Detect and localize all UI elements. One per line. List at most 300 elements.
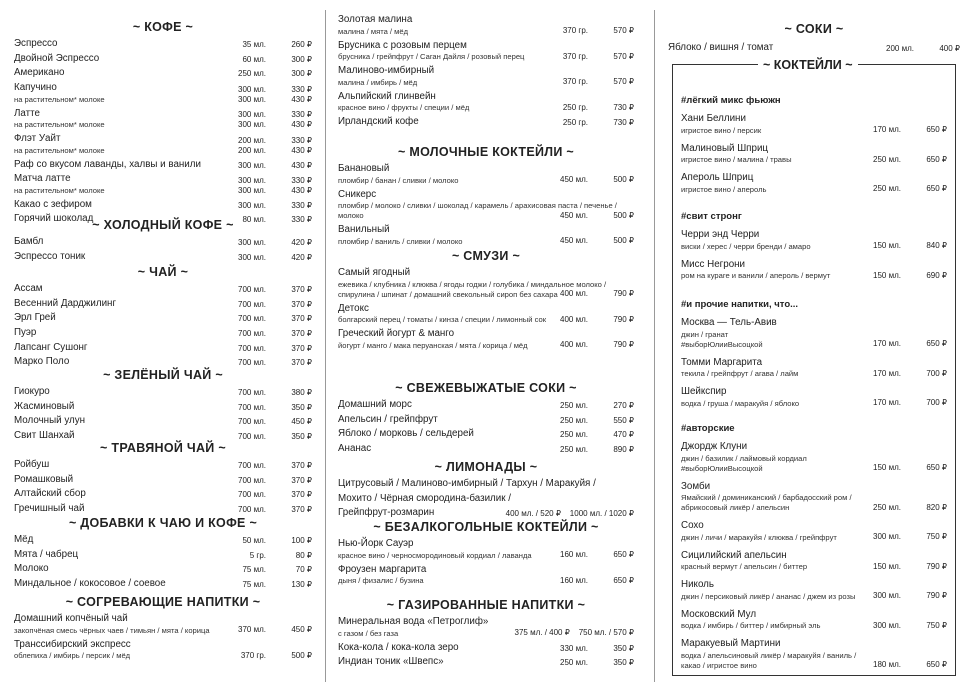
item-name: Флэт Уайт: [14, 133, 61, 145]
item-volume: 150 мл.: [873, 270, 901, 280]
item-price: 570 ₽: [613, 51, 634, 61]
menu-item: [14, 578, 312, 591]
menu-section: [14, 20, 312, 228]
menu-item: [338, 616, 634, 639]
item-description: ежевика / клубника / клюква / ягоды годжи / голубика / миндальное молоко / спирулина / шпинат / домашний свекольный сироп без сахара: [338, 279, 607, 299]
item-description: облепиха / имбирь / персик / мёд: [14, 651, 131, 660]
item-description: водка / апельсиновый ликёр / маракуйя / ваниль / какао / игристое вино: [681, 650, 857, 670]
item-name: Ройбуш: [14, 459, 50, 470]
item-name: Греческий йогурт & манго: [338, 328, 455, 339]
item-price: 330 ₽: [291, 200, 312, 210]
item-volume: 80 мл.: [242, 215, 266, 225]
item-volume: 450 мл.: [560, 175, 588, 184]
item-name: Эрл Грей: [14, 312, 56, 324]
item-name: Эспрессо тоник: [14, 250, 86, 262]
item-description: малина / имбирь / мёд: [338, 77, 418, 87]
section-title: ~ ЗЕЛЁНЫЙ ЧАЙ ~: [103, 368, 223, 382]
section-title: ~ СМУЗИ ~: [451, 249, 521, 263]
item-volume: 700 мл.: [238, 388, 266, 397]
menu-section: [338, 520, 634, 589]
menu-item: [14, 386, 312, 399]
cocktails-box: [672, 64, 956, 676]
item-volume: 330 мл.: [560, 643, 588, 653]
item-price: 500 ₽: [613, 236, 634, 245]
menu-item: [681, 638, 947, 671]
item-description: джин / гранат #выборЮлииВысоцкой: [681, 329, 763, 349]
item-name: Апельсин / грейпфрут: [338, 413, 438, 425]
item-price: 650 ₽: [926, 154, 947, 164]
item-description: джин / личи / маракуйя / клюква / грейпфрут: [681, 532, 837, 542]
item-description: джин / персиковый ликёр / ананас / джем из розы: [681, 591, 856, 601]
item-description: брусника / грейпфрут / Саган Дайля / розовый перец: [338, 52, 525, 61]
menu-item: [338, 656, 634, 669]
item-volume: 50 мл.: [242, 536, 266, 545]
item-volume: 700 мл.: [238, 417, 266, 427]
menu-section: [338, 249, 634, 354]
menu-item: [338, 224, 634, 247]
item-price: 650 ₽: [926, 660, 947, 669]
item-volume: 150 мл.: [873, 561, 901, 571]
item-name: Ромашковый: [14, 473, 74, 485]
menu-item: [14, 199, 312, 212]
item-description: на растительном* молоке: [14, 185, 105, 195]
item-volume: 450 мл.: [560, 210, 588, 220]
menu-item: [338, 303, 634, 326]
section-title: ~ ЧАЙ ~: [137, 265, 189, 279]
item-price: 790 ₽: [926, 561, 947, 571]
item-price: 100 ₽: [291, 536, 312, 545]
menu-item: [14, 298, 312, 311]
menu-item: [681, 229, 947, 252]
item-name: Яблоко / вишня / томат: [668, 42, 774, 53]
item-price: 790 ₽: [613, 314, 634, 324]
item-name: Банановый: [338, 163, 390, 174]
menu-item: [14, 38, 312, 51]
menu-item: [14, 108, 312, 131]
item-volume: 250 мл.: [873, 502, 901, 512]
section-title: ~ МОЛОЧНЫЕ КОКТЕЙЛИ ~: [397, 145, 575, 159]
menu-section: [14, 516, 312, 593]
menu-item: [14, 459, 312, 472]
menu-item: [14, 173, 312, 196]
menu-item: [338, 91, 634, 114]
item-price: 700 ₽: [926, 398, 947, 407]
item-description: пломбир / ваниль / сливки / молоко: [338, 236, 463, 246]
item-description: виски / херес / черри бренди / амаро: [681, 241, 811, 251]
item-name: Молочный улун: [14, 415, 86, 427]
item-volume: 170 мл.: [873, 125, 901, 134]
menu-item: [14, 53, 312, 66]
item-name: Черри энд Черри: [681, 229, 760, 240]
menu-item: [338, 267, 634, 300]
section-title: ~ ТРАВЯНОЙ ЧАЙ ~: [100, 441, 226, 455]
item-volume: 700 мл.: [238, 402, 266, 412]
item-description: с газом / без газа: [338, 628, 399, 638]
item-volume: 300 мл.: [238, 160, 266, 170]
item-name: Цитрусовый / Малиново-имбирный / Тархун / Маракуйя /: [338, 478, 596, 489]
item-name: Американо: [14, 67, 65, 79]
item-price-variants: 375 мл. / 400 ₽ 750 мл. / 570 ₽: [514, 628, 634, 637]
item-volume: 250 мл.: [873, 154, 901, 164]
item-volume: 300 мл. 300 мл.: [238, 84, 266, 104]
item-description: болгарский перец / томаты / кинза / специи / лимонный сок: [338, 315, 547, 324]
menu-section: [14, 218, 312, 265]
menu-section: [338, 381, 634, 458]
item-name: Ирландский кофе: [338, 116, 419, 127]
menu-item: [681, 317, 947, 350]
menu-item: [681, 609, 947, 632]
group-title: #и прочие напитки, что...: [681, 299, 799, 310]
item-price: 820 ₽: [926, 502, 947, 512]
menu-item: [338, 189, 634, 222]
item-price: 300 ₽: [291, 54, 312, 64]
item-volume: 700 мл.: [238, 329, 266, 339]
item-price: 370 ₽: [291, 475, 312, 485]
item-name: Миндальное / кокосовое / соевое: [14, 578, 166, 590]
item-volume: 700 мл.: [238, 343, 266, 353]
column-divider-left: [325, 10, 326, 682]
item-volume: 300 мл.: [238, 238, 266, 247]
item-volume: 370 гр.: [562, 26, 588, 35]
item-name: Мёд: [14, 534, 34, 545]
item-price: 730 ₽: [613, 118, 634, 127]
item-name: Домашний копчёный чай: [14, 613, 128, 624]
item-name: Нью-Йорк Сауэр: [338, 538, 414, 549]
item-price: 790 ₽: [613, 289, 634, 298]
juices-section: [668, 22, 960, 55]
item-volume: 75 мл.: [242, 580, 266, 590]
menu-item: [338, 428, 634, 441]
item-price: 500 ₽: [291, 650, 312, 660]
menu-item: [668, 42, 960, 55]
item-description: красное вино / черносмородиновый кордиал / лаванда: [338, 550, 532, 560]
item-price: 130 ₽: [291, 580, 312, 590]
item-price: 330 ₽ 430 ₽: [291, 84, 312, 104]
item-description: на растительном* молоке: [14, 94, 105, 104]
menu-item: [14, 563, 312, 576]
item-volume: 700 мл.: [238, 285, 266, 294]
item-description: красное вино / фрукты / специи / мёд: [338, 103, 470, 112]
item-name: Мохито / Чёрная смородина-базилик /: [338, 492, 511, 504]
item-price: 350 ₽: [613, 643, 634, 653]
item-volume: 400 мл.: [560, 289, 588, 298]
group-title: #авторские: [681, 423, 735, 434]
item-volume: 450 мл.: [560, 236, 588, 245]
menu-item: [14, 549, 312, 562]
menu-item: [338, 116, 634, 129]
item-name: Альпийский глинвейн: [338, 90, 436, 102]
item-price: 330 ₽ 430 ₽: [291, 135, 312, 155]
item-name: Гиокуро: [14, 386, 50, 397]
group-title: #лёгкий микс фьюжн: [681, 95, 781, 106]
item-volume: 250 мл.: [560, 658, 588, 668]
item-name: Ванильный: [338, 224, 390, 235]
item-price-variants: 400 мл. / 520 ₽ 1000 мл. / 1020 ₽: [505, 509, 634, 519]
item-name: Золотая малина: [338, 14, 413, 25]
item-name: Сникерс: [338, 188, 377, 200]
item-price: 370 ₽: [291, 461, 312, 470]
item-volume: 250 мл.: [560, 401, 588, 410]
item-name: Мята / чабрец: [14, 548, 79, 560]
item-volume: 700 мл.: [238, 432, 266, 442]
item-volume: 250 мл.: [560, 430, 588, 440]
menu-item: [14, 159, 312, 172]
item-volume: 370 мл.: [238, 625, 266, 634]
item-volume: 300 мл. 300 мл.: [238, 110, 266, 130]
menu-item: [338, 399, 634, 412]
item-price: 400 ₽: [939, 44, 960, 53]
item-price: 650 ₽: [613, 550, 634, 559]
item-name: Сохо: [681, 520, 704, 531]
menu-item: [338, 507, 634, 520]
item-volume: 160 мл.: [560, 575, 588, 585]
item-volume: 370 гр.: [240, 650, 266, 660]
menu-item: [338, 163, 634, 186]
item-volume: 300 мл.: [873, 591, 901, 600]
menu-section: [14, 595, 312, 664]
section-title: ~ ГАЗИРОВАННЫЕ НАПИТКИ ~: [386, 598, 586, 612]
menu-item: [338, 538, 634, 561]
item-name: Яблоко / морковь / сельдерей: [338, 428, 474, 440]
item-volume: 300 мл.: [873, 620, 901, 630]
item-price: 430 ₽: [291, 160, 312, 170]
item-name: Малиновый Шприц: [681, 142, 769, 154]
item-name: Домашний морс: [338, 399, 412, 410]
menu-section: [338, 598, 634, 671]
item-name: Индиан тоник «Швепс»: [338, 656, 444, 668]
item-volume: 700 мл.: [238, 314, 266, 324]
cocktail-group: [681, 299, 947, 416]
item-name: Шейкспир: [681, 386, 727, 397]
item-volume: 170 мл.: [873, 398, 901, 407]
menu-item: [681, 386, 947, 409]
menu-item: [14, 503, 312, 516]
item-price: 380 ₽: [291, 388, 312, 397]
item-name: Горячий шоколад: [14, 213, 94, 225]
menu-item: [14, 639, 312, 662]
item-volume: 200 мл.: [886, 44, 914, 53]
item-volume: 60 мл.: [242, 54, 266, 64]
section-title: ~ СОКИ ~: [784, 22, 844, 36]
menu-item: [14, 401, 312, 414]
menu-item: [681, 481, 947, 514]
item-price: 370 ₽: [291, 343, 312, 353]
item-name: Гречишный чай: [14, 503, 85, 515]
item-name: Пуэр: [14, 327, 37, 339]
item-name: Москва — Тель-Авив: [681, 317, 777, 328]
item-name: Апероль Шприц: [681, 172, 754, 183]
menu-item: [14, 474, 312, 487]
item-price: 70 ₽: [295, 565, 312, 575]
item-price: 750 ₽: [926, 532, 947, 541]
item-name: Зомби: [681, 480, 711, 492]
item-volume: 300 мл. 300 мл.: [238, 176, 266, 195]
item-price: 270 ₽: [613, 401, 634, 410]
item-name: Свит Шанхай: [14, 430, 75, 442]
item-price: 370 ₽: [291, 314, 312, 324]
menu-item: [338, 65, 634, 88]
item-price: 350 ₽: [613, 658, 634, 668]
item-price: 450 ₽: [291, 417, 312, 427]
item-price: 890 ₽: [613, 445, 634, 455]
menu-item: [338, 443, 634, 456]
item-price: 370 ₽: [291, 358, 312, 368]
section-title: ~ СВЕЖЕВЫЖАТЫЕ СОКИ ~: [395, 381, 577, 395]
menu-item: [338, 328, 634, 351]
menu-item: [681, 357, 947, 380]
item-name: Латте: [14, 107, 40, 119]
item-price: 470 ₽: [613, 430, 634, 440]
item-description: ром на кураге и ванили / апероль / вермут: [681, 271, 831, 280]
section-title: ~ СОГРЕВАЮЩИЕ НАПИТКИ ~: [65, 595, 261, 609]
item-price: 650 ₽: [926, 463, 947, 472]
item-price: 300 ₽: [291, 69, 312, 79]
item-name: Бамбл: [14, 236, 44, 247]
item-volume: 250 гр.: [562, 102, 588, 112]
item-name: Ананас: [338, 443, 372, 455]
menu-item: [14, 283, 312, 296]
item-name: Маракуевый Мартини: [681, 638, 781, 649]
item-volume: 180 мл.: [873, 660, 901, 669]
item-description: водка / имбирь / биттер / имбирный эль: [681, 621, 821, 630]
menu-item: [14, 251, 312, 264]
item-price: 730 ₽: [613, 102, 634, 112]
item-volume: 400 мл.: [560, 340, 588, 349]
column-divider-right: [654, 10, 655, 682]
menu-item: [338, 14, 634, 37]
menu-item: [681, 550, 947, 573]
item-volume: 700 мл.: [238, 358, 266, 368]
item-description: текила / грейпфрут / агава / лайм: [681, 369, 799, 378]
item-description: дыня / физалис / бузина: [338, 576, 424, 585]
menu-item: [14, 82, 312, 105]
item-price: 650 ₽: [926, 125, 947, 134]
item-volume: 400 мл.: [560, 314, 588, 324]
cocktail-group: [681, 211, 947, 288]
menu-item: [338, 40, 634, 63]
menu-item: [681, 520, 947, 543]
item-price: 790 ₽: [613, 340, 634, 349]
item-price: 80 ₽: [295, 550, 312, 560]
item-volume: 35 мл.: [242, 40, 266, 49]
item-volume: 700 мл.: [238, 299, 266, 309]
item-description: игристое вино / малина / травы: [681, 155, 792, 164]
item-name: Хани Беллини: [681, 113, 746, 124]
menu-section: [338, 14, 634, 131]
item-name: Раф со вкусом лаванды, халвы и ванили: [14, 158, 201, 170]
menu-item: [14, 236, 312, 249]
item-name: Минеральная вода «Петроглиф»: [338, 616, 489, 627]
item-description: на растительном* молоке: [14, 145, 105, 155]
item-name: Жасминовый: [14, 400, 75, 412]
item-description: малина / мята / мёд: [338, 26, 409, 36]
item-volume: 150 мл.: [873, 463, 901, 472]
item-price: 420 ₽: [291, 252, 312, 262]
item-price: 370 ₽: [291, 505, 312, 515]
menu-item: [681, 143, 947, 166]
item-description: закопчёная смесь чёрных чаев / тимьян / мята / корица: [14, 625, 210, 635]
item-name: Капучино: [14, 82, 57, 94]
item-description: водка / груша / маракуйя / яблоко: [681, 398, 800, 408]
item-name: Ассам: [14, 283, 43, 294]
item-name: Сицилийский апельсин: [681, 549, 787, 561]
menu-item: [14, 133, 312, 156]
cocktails-title: ~ КОКТЕЙЛИ ~: [758, 58, 858, 72]
item-name: Фроузен маргарита: [338, 563, 427, 575]
item-price: 330 ₽: [291, 215, 312, 225]
menu-section: [14, 441, 312, 518]
item-volume: 700 мл.: [238, 461, 266, 470]
item-name: Самый ягодный: [338, 267, 411, 278]
item-name: Джордж Клуни: [681, 441, 748, 452]
item-price: 650 ₽: [926, 339, 947, 348]
item-volume: 370 гр.: [562, 51, 588, 61]
menu-item: [681, 579, 947, 602]
item-volume: 200 мл. 200 мл.: [238, 135, 266, 155]
item-volume: 700 мл.: [238, 490, 266, 500]
item-name: Эспрессо: [14, 38, 58, 49]
item-price: 370 ₽: [291, 299, 312, 309]
item-volume: 700 мл.: [238, 475, 266, 485]
item-description: красный вермут / апельсин / биттер: [681, 562, 808, 571]
menu-item: [14, 613, 312, 636]
menu-item: [681, 172, 947, 195]
menu-section: [14, 265, 312, 371]
item-price: 650 ₽: [613, 575, 634, 585]
item-volume: 250 мл.: [873, 184, 901, 193]
menu-item: [14, 67, 312, 80]
section-title: ~ ЛИМОНАДЫ ~: [434, 460, 538, 474]
item-description: Ямайский / доминиканский / барбадосский ром / абрикосовый ликёр / апельсин: [681, 493, 852, 512]
item-name: Московский Мул: [681, 608, 757, 620]
item-name: Лапсанг Сушонг: [14, 341, 88, 353]
cocktail-group: [681, 95, 947, 202]
item-description: джин / базилик / лаймовый кордиал #выборЮлииВысоцкой: [681, 453, 807, 473]
item-volume: 250 мл.: [560, 445, 588, 455]
menu-item: [681, 441, 947, 474]
item-price: 500 ₽: [613, 210, 634, 220]
item-volume: 170 мл.: [873, 339, 901, 348]
menu-item: [338, 478, 634, 491]
item-volume: 160 мл.: [560, 550, 588, 559]
item-price: 550 ₽: [613, 415, 634, 425]
item-description: пломбир / молоко / сливки / шоколад / карамель / арахисовая паста / печенье / молоко: [338, 201, 617, 220]
section-title: ~ ДОБАВКИ К ЧАЮ И КОФЕ ~: [68, 516, 258, 530]
item-volume: 370 гр.: [562, 77, 588, 86]
item-name: Брусника с розовым перцем: [338, 39, 467, 51]
menu-item: [681, 259, 947, 282]
item-description: йогурт / манго / мака перуанская / мята / корица / мёд: [338, 340, 528, 350]
item-price: 370 ₽: [291, 329, 312, 339]
item-description: пломбир / банан / сливки / молоко: [338, 175, 459, 185]
item-price: 750 ₽: [926, 620, 947, 630]
item-description: на растительном* молоке: [14, 120, 105, 130]
item-price: 330 ₽ 430 ₽: [291, 176, 312, 195]
item-price: 350 ₽: [291, 432, 312, 442]
item-volume: 300 мл.: [238, 252, 266, 262]
item-price: 650 ₽: [926, 184, 947, 193]
item-volume: 300 мл.: [238, 200, 266, 210]
menu-item: [14, 415, 312, 428]
menu-item: [681, 113, 947, 136]
item-volume: 250 мл.: [560, 415, 588, 425]
item-volume: 75 мл.: [242, 565, 266, 575]
item-volume: 250 мл.: [238, 69, 266, 79]
item-name: Малиново-имбирный: [338, 65, 435, 76]
item-name: Молоко: [14, 563, 49, 575]
item-price: 260 ₽: [291, 40, 312, 49]
menu-section: [338, 460, 634, 522]
